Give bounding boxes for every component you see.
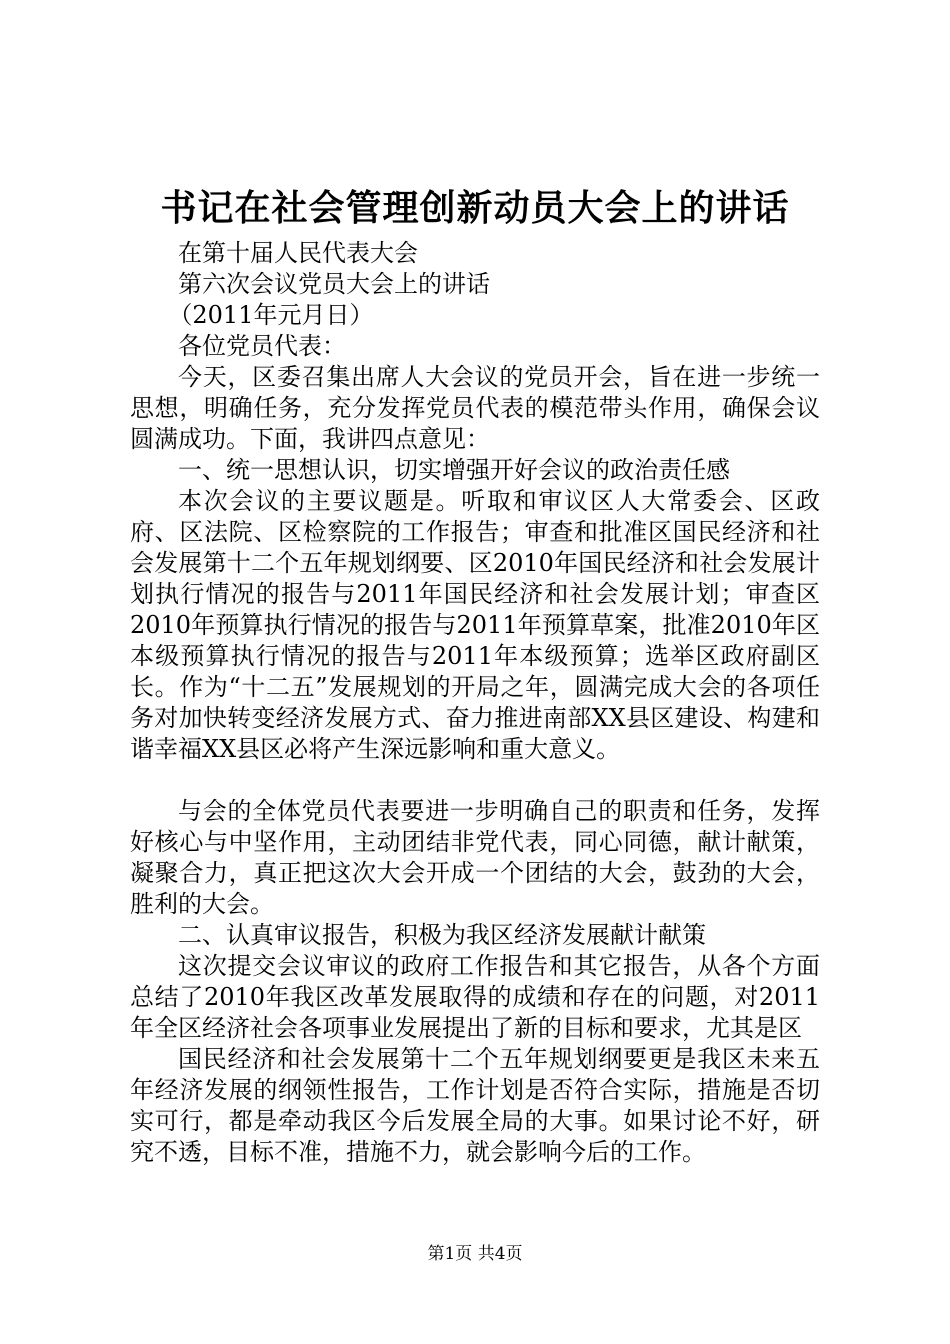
paragraph-plan: 国民经济和社会发展第十二个五年规划纲要更是我区未来五年经济发展的纲领性报告，工作计划是否符合实际，措施是否切实可行，都是牵动我区今后发展全局的大事。如果讨论不好，研究不透，目标不准，措施不力，就会影响今后的工作。 (130, 1045, 820, 1166)
document-title: 书记在社会管理创新动员大会上的讲话 (160, 187, 790, 229)
header-line-meeting: 第六次会议党员大会上的讲话 (178, 270, 490, 298)
section-heading-1: 一、统一思想认识，切实增强开好会议的政治责任感 (178, 456, 730, 484)
paragraph-intro: 今天，区委召集出席人大会议的党员开会，旨在进一步统一思想，明确任务，充分发挥党员代表的模范带头作用，确保会议圆满成功。下面，我讲四点意见： (130, 363, 820, 453)
document-body (130, 238, 820, 1168)
paragraph-reports: 这次提交会议审议的政府工作报告和其它报告，从各个方面总结了2010年我区改革发展取得的成绩和存在的问题，对2011年全区经济社会各项事业发展提出了新的目标和要求，尤其是区 (130, 952, 820, 1042)
paragraph-delegates: 与会的全体党员代表要进一步明确自己的职责和任务，发挥好核心与中坚作用，主动团结非党代表，同心同德，献计献策，凝聚合力，真正把这次大会开成一个团结的大会，鼓劲的大会，胜利的大会。 (130, 797, 820, 918)
header-line-congress: 在第十届人民代表大会 (178, 239, 418, 267)
salutation: 各位党员代表： (178, 332, 346, 360)
header-line-date: （2011年元月日） (168, 301, 374, 329)
paragraph-agenda: 本次会议的主要议题是。听取和审议区人大常委会、区政府、区法院、区检察院的工作报告；审查和批准区国民经济和社会发展第十二个五年规划纲要、区2010年国民经济和社会发展计划执行情况的报告与2011年国民经济和社会发展计划；审查区2010年预算执行情况的报告与2011年预算草案，批准2010年区本级预算执行情况的报告与2011年本级预算；选举区政府副区长。作为“十二五”发展规划的开局之年，圆满完成大会的各项任务对加快转变经济发展方式、奋力推进南部XX县区建设、构建和谐幸福XX县区必将产生深远影响和重大意义。 (130, 487, 820, 763)
page-indicator: 第1页 共4页 (427, 1244, 523, 1264)
section-heading-2: 二、认真审议报告，积极为我区经济发展献计献策 (178, 921, 706, 949)
